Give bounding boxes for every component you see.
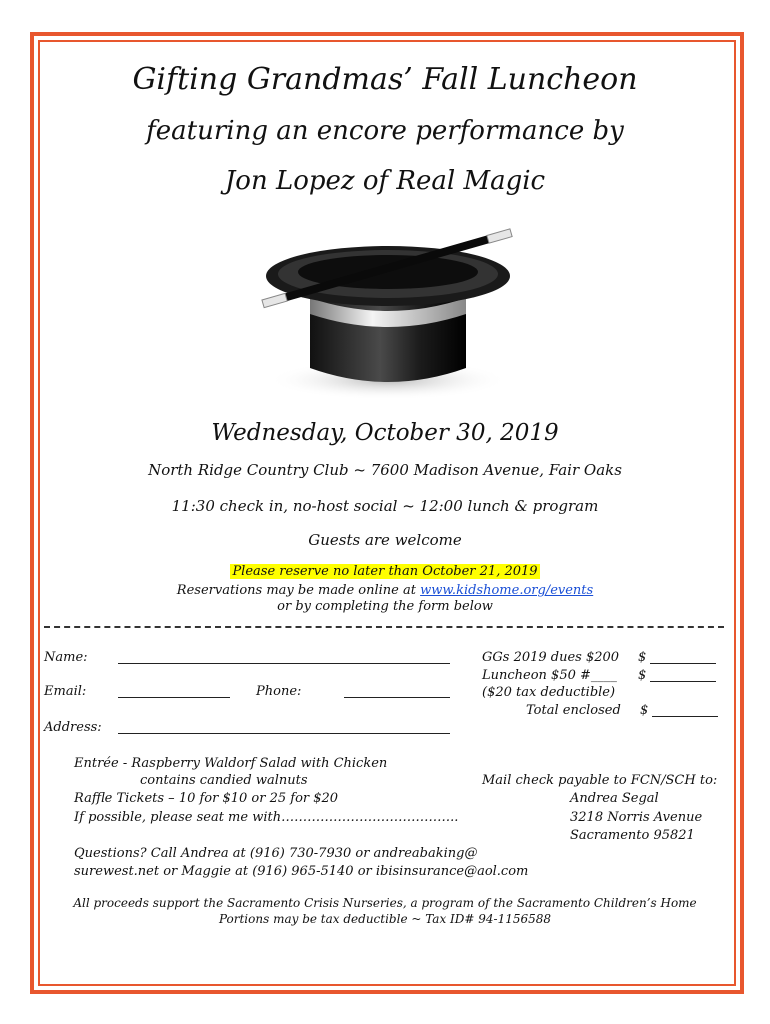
mail-check-line: Mail check payable to FCN/SCH to: [482,773,718,788]
name-label: Name: [44,650,88,665]
entree-line: Entrée - Raspberry Waldorf Salad with Chicken [74,756,388,771]
reservations-prefix: Reservations may be made online at [176,583,416,598]
flyer-title: Gifting Grandmas’ Fall Luncheon [132,62,638,97]
phone-field[interactable] [344,686,450,698]
schedule-line: 11:30 check in, no-host social ~ 12:00 lunch & program [171,497,599,515]
total-label: Total enclosed [526,703,621,718]
address-field[interactable] [118,722,450,734]
footer-line-2: Portions may be tax deductible ~ Tax ID# 94-1156588 [218,912,552,926]
total-amount-field[interactable] [652,705,718,717]
reservations-line [40,583,730,598]
tax-note: ($20 tax deductible) [482,685,616,700]
mail-city: Sacramento 95821 [570,828,695,843]
top-hat-icon [248,228,526,404]
raffle-line: Raffle Tickets – 10 for $10 or 25 for $20 [74,791,339,806]
dues-amount-field[interactable] [650,652,716,664]
phone-label: Phone: [256,684,302,699]
questions-line-2: surewest.net or Maggie at (916) 965-5140 or ibisinsurance@aol.com [74,864,529,879]
dues-currency: $ [638,650,647,665]
subtitle-line-2: Jon Lopez of Real Magic [224,166,546,196]
name-field[interactable] [118,652,450,664]
event-date: Wednesday, October 30, 2019 [211,420,559,446]
venue-line: North Ridge Country Club ~ 7600 Madison Avenue, Fair Oaks [148,461,622,479]
entree-note: contains candied walnuts [140,773,308,788]
cut-line [44,626,724,628]
footer-line-1: All proceeds support the Sacramento Crisis Nurseries, a program of the Sacramento Children’s Home [73,896,697,910]
seating-line: If possible, please seat me with………………………………….. [74,810,459,825]
total-currency: $ [640,703,649,718]
reserve-by-highlight: Please reserve no later than October 21, 2019 [232,564,538,579]
dues-label: GGs 2019 dues $200 [482,650,620,665]
reservations-line-2: or by completing the form below [277,599,493,614]
mail-street: 3218 Norris Avenue [570,810,703,825]
guests-line: Guests are welcome [308,531,462,549]
luncheon-amount-field[interactable] [650,670,716,682]
subtitle-line-1: featuring an encore performance by [146,116,624,146]
email-label: Email: [44,684,87,699]
luncheon-currency: $ [638,668,647,683]
questions-line-1: Questions? Call Andrea at (916) 730-7930 or andreabaking@ [74,846,478,861]
reserve-by-line [40,564,730,579]
luncheon-label: Luncheon $50 #____ [482,668,617,683]
email-field[interactable] [118,686,230,698]
mail-name: Andrea Segal [570,791,659,806]
reservations-link[interactable]: www.kidshome.org/events [420,583,594,598]
address-label: Address: [44,720,102,735]
